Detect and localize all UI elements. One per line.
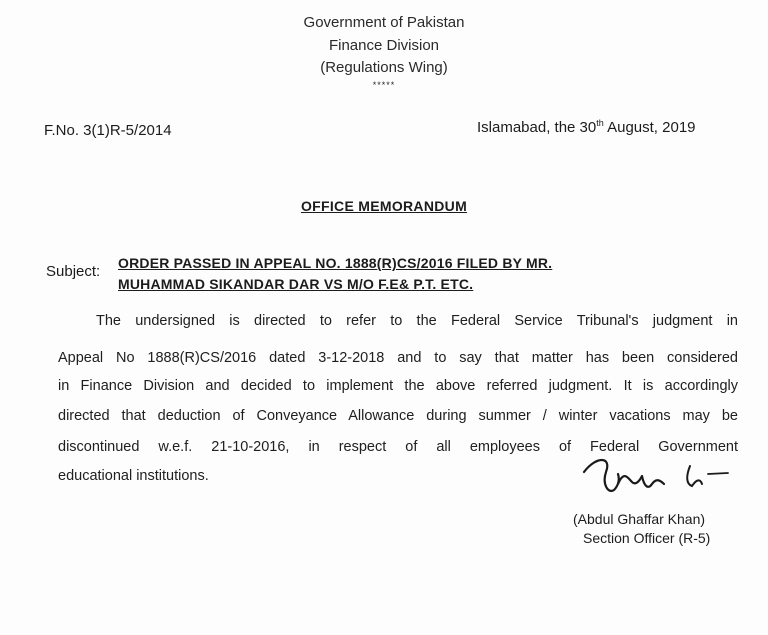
memo-title: OFFICE MEMORANDUM: [300, 198, 468, 214]
letterhead-wing: (Regulations Wing): [320, 59, 448, 76]
letterhead-division: Finance Division: [328, 37, 440, 54]
body-line-4: directed that deduction of Conveyance Allowance during summer / winter vacations may be: [58, 408, 738, 424]
subject-label: Subject:: [46, 263, 101, 280]
signatory-designation: Section Officer (R-5): [583, 530, 711, 546]
place-date: [477, 118, 696, 136]
place-date-prefix: Islamabad, the 30: [477, 119, 597, 136]
body-line-2: Appeal No 1888(R)CS/2016 dated 3-12-2018 and to say that matter has been considered: [58, 350, 738, 366]
signatory-name: (Abdul Ghaffar Khan): [573, 511, 706, 527]
body-line-5: discontinued w.e.f. 21-10-2016, in respect of all employees of Federal Government: [58, 439, 738, 455]
letterhead-ornament: *****: [372, 80, 396, 90]
subject-line-1: ORDER PASSED IN APPEAL NO. 1888(R)CS/2016 FILED BY MR.: [118, 255, 553, 271]
body-line-3: in Finance Division and decided to implement the above referred judgment. It is accordingly: [58, 378, 738, 394]
place-date-sup: th: [596, 118, 604, 128]
signature-mark: [578, 450, 758, 510]
subject-line-2: MUHAMMAD SIKANDAR DAR VS M/O F.E& P.T. ETC.: [118, 276, 474, 292]
place-date-suffix: August, 2019: [603, 119, 696, 136]
file-number: F.No. 3(1)R-5/2014: [44, 122, 172, 139]
body-line-1: The undersigned is directed to refer to the Federal Service Tribunal's judgment in: [96, 313, 738, 329]
body-line-6: educational institutions.: [58, 468, 209, 484]
letterhead-government: Government of Pakistan: [303, 14, 465, 31]
